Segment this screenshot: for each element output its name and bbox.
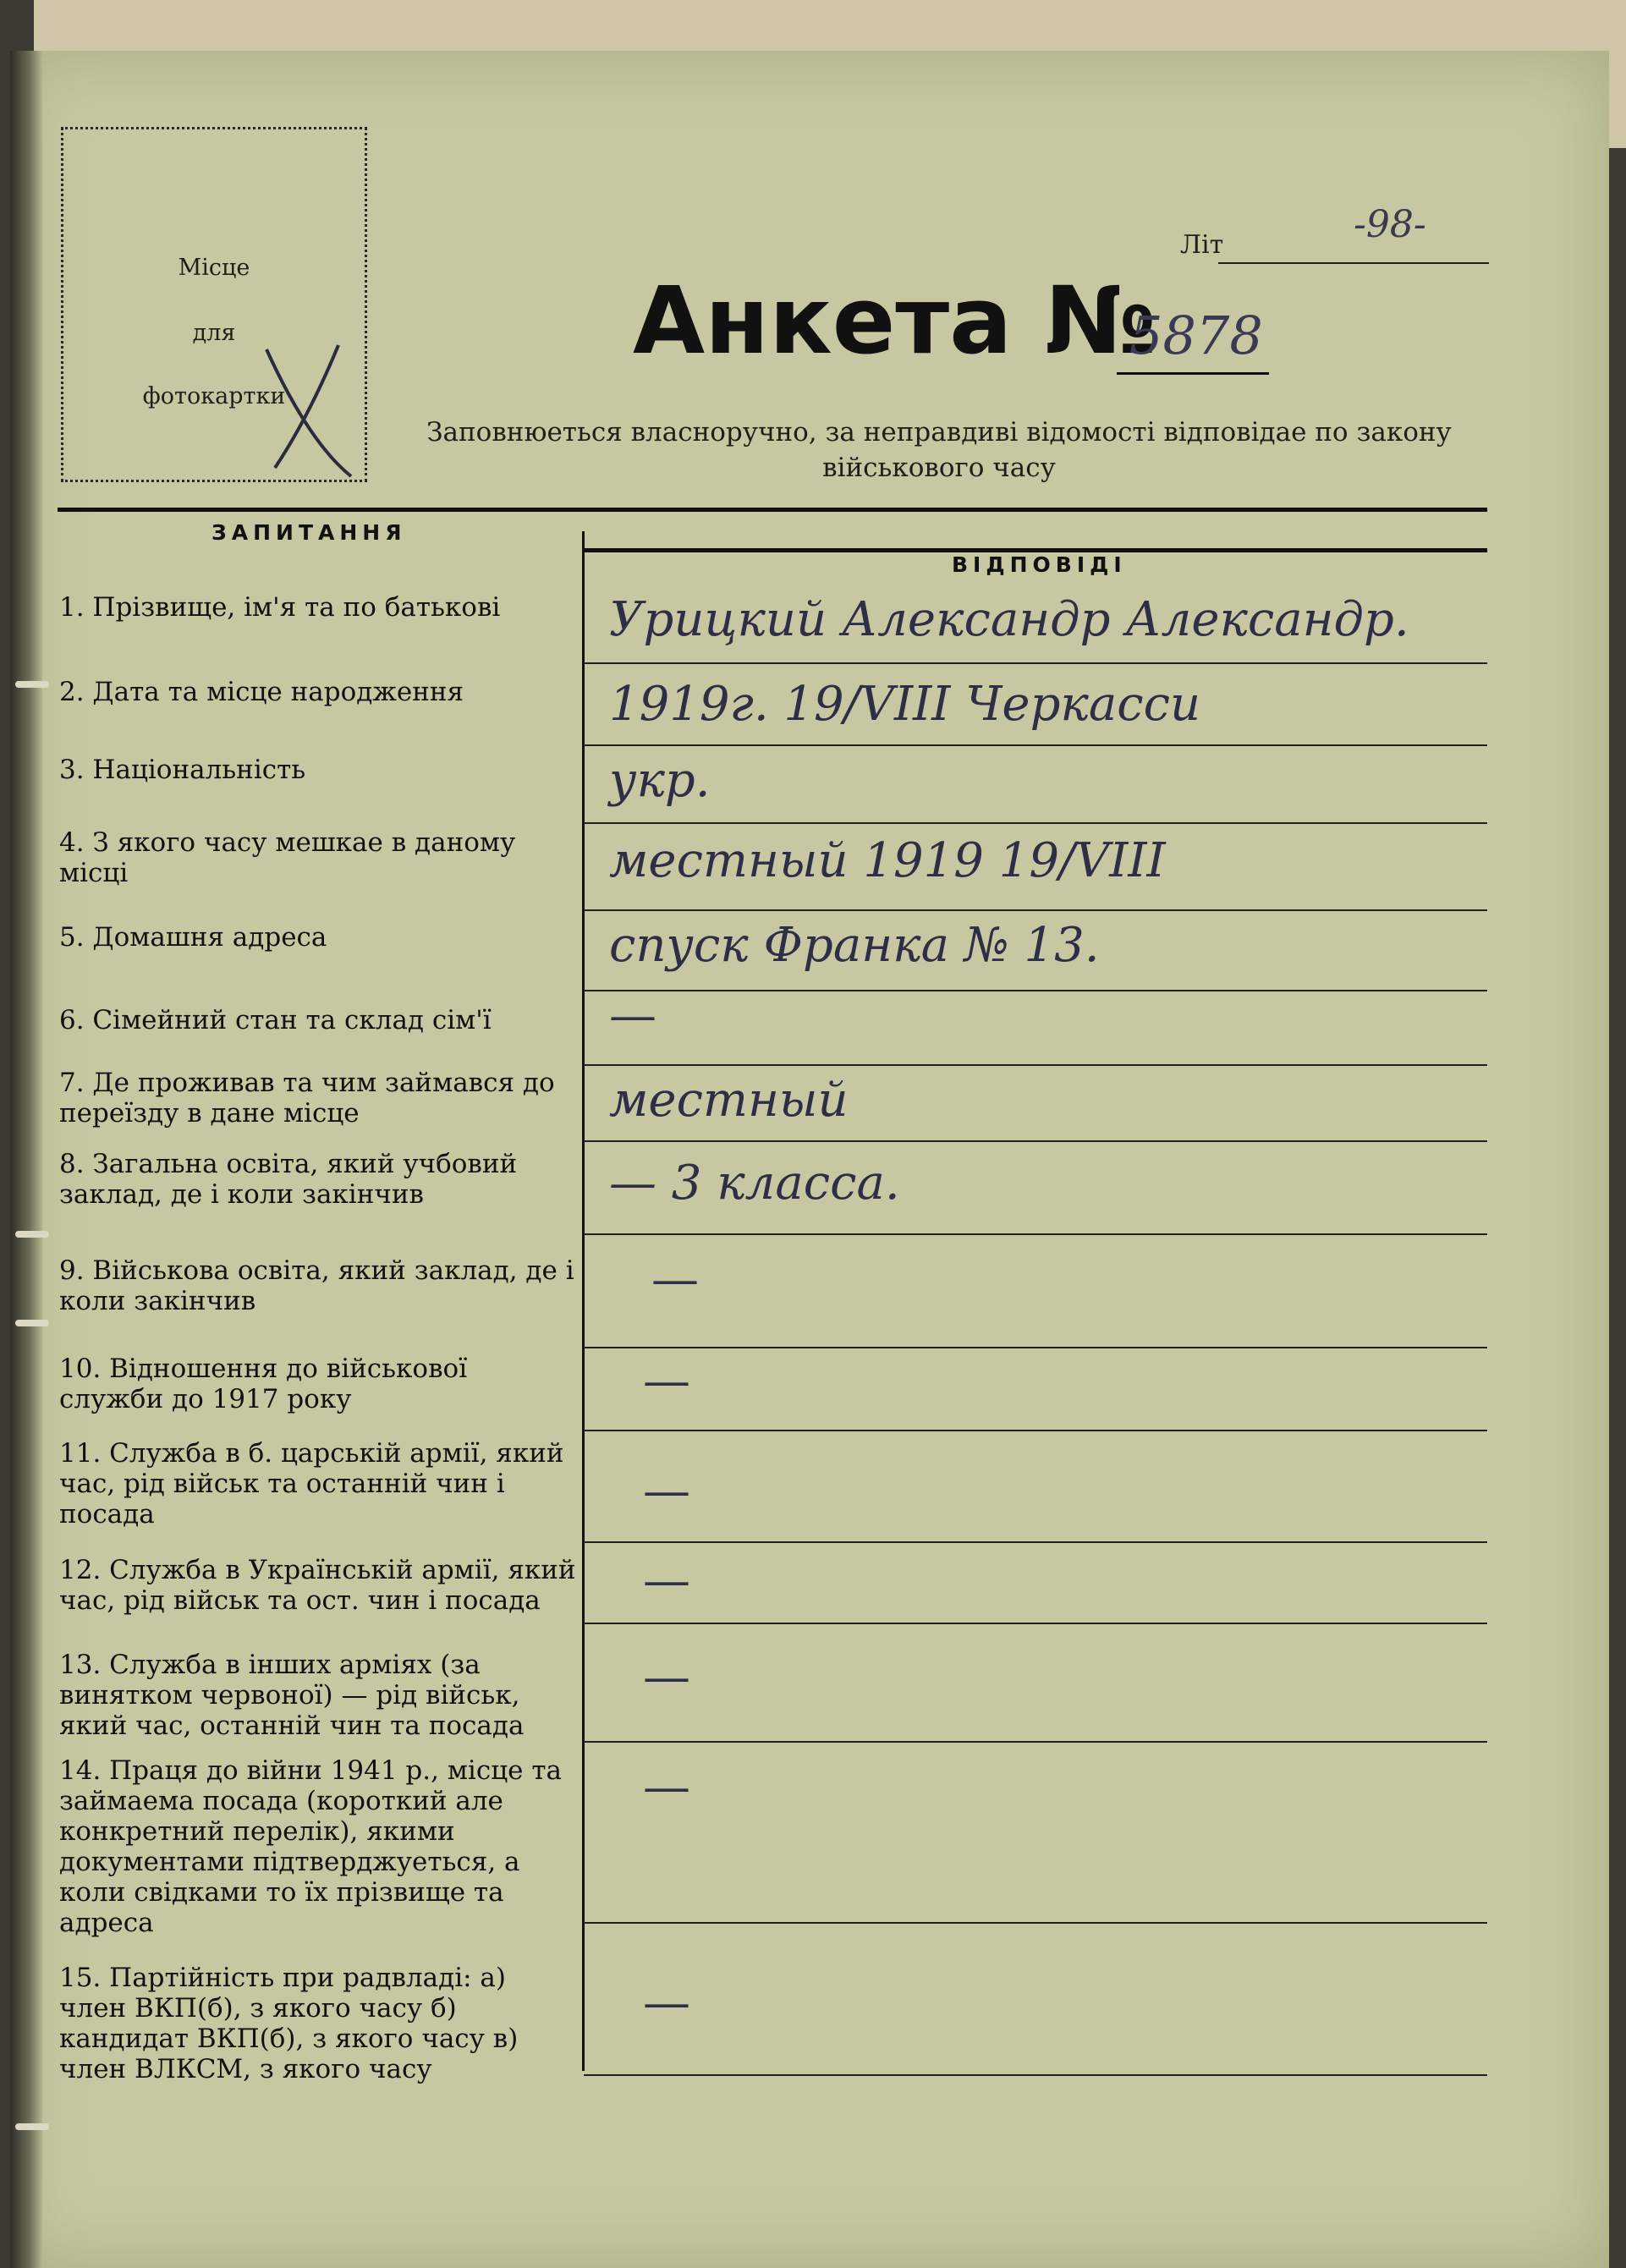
question-15: 15. Партійність при радвладі: а) член ВКП(б), з якого часу б) кандидат ВКП(б), з якого часу в) член ВЛКСМ, з якого часу <box>59 1963 519 2084</box>
row-separator <box>584 1233 1487 1235</box>
photo-label-line3: фотокартки <box>142 383 286 409</box>
answer-11: — <box>643 1463 690 1518</box>
question-3: 3. Національність <box>59 755 306 785</box>
question-7: 7. Де проживав та чим займався до переїзду в дане місце <box>59 1068 555 1129</box>
answer-13: — <box>643 1650 690 1705</box>
question-12: 12. Служба в Українській армії, який час, рід військ та ост. чин і посада <box>59 1555 576 1616</box>
questions-column-header: ЗАПИТАННЯ <box>211 520 407 545</box>
header-rule-top <box>58 508 1487 512</box>
question-8: 8. Загальна освіта, який учбовий заклад, де і коли закінчив <box>59 1149 518 1210</box>
form-number-line <box>1117 372 1269 375</box>
answer-3: укр. <box>609 753 711 808</box>
form-title: Анкета № <box>633 266 1157 375</box>
answer-8: — 3 класса. <box>609 1156 900 1211</box>
row-separator <box>584 662 1487 664</box>
row-separator <box>584 2074 1487 2076</box>
answer-9: — <box>651 1252 699 1307</box>
subtitle-line1: Заповнюеться власноручно, за неправдиві відомості відповідае по закону <box>426 417 1452 448</box>
row-separator <box>584 1922 1487 1924</box>
question-10: 10. Відношення до військової служби до 1917 року <box>59 1354 468 1414</box>
question-9: 9. Військова освіта, який заклад, де і коли закінчив <box>59 1255 574 1316</box>
answer-7: местный <box>609 1073 849 1128</box>
form-number: 5878 <box>1129 305 1263 366</box>
answer-4: местный 1919 19/VIII <box>609 833 1166 888</box>
answers-column-header: ВІДПОВІДІ <box>952 552 1127 577</box>
answer-5: спуск Франка № 13. <box>609 918 1100 973</box>
answer-1: Урицкий Александр Александр. <box>609 592 1409 647</box>
lit-label: Літ <box>1180 230 1224 260</box>
lit-value: -98- <box>1354 203 1426 246</box>
question-6: 6. Сімейний стан та склад сім'ї <box>59 1005 492 1035</box>
answer-10: — <box>643 1354 690 1409</box>
cross-mark-icon <box>258 341 360 485</box>
answer-2: 1919г. 19/VIII Черкасси <box>609 677 1201 732</box>
row-separator <box>584 1623 1487 1624</box>
binding-stitch <box>15 1320 49 1326</box>
question-4: 4. З якого часу мешкае в даному місці <box>59 827 516 888</box>
row-separator <box>584 1347 1487 1348</box>
photo-placeholder <box>61 127 367 482</box>
question-1: 1. Прізвище, ім'я та по батькові <box>59 592 501 623</box>
binding-stitch <box>15 2123 49 2130</box>
photo-label-line2: для <box>192 320 236 346</box>
page-binding <box>10 51 42 2268</box>
answer-15: — <box>643 1975 690 2030</box>
answer-12: — <box>643 1553 690 1608</box>
row-separator <box>584 822 1487 824</box>
row-separator <box>584 1741 1487 1743</box>
row-separator <box>584 1064 1487 1066</box>
question-2: 2. Дата та місце народження <box>59 677 464 707</box>
binding-stitch <box>15 1231 49 1238</box>
form-subtitle <box>398 415 1480 486</box>
column-divider <box>582 531 585 2071</box>
row-separator <box>584 1140 1487 1142</box>
binding-stitch <box>15 681 49 688</box>
row-separator <box>584 1430 1487 1431</box>
row-separator <box>584 744 1487 746</box>
question-11: 11. Служба в б. царській армії, який час, рід військ та останній чин і посада <box>59 1438 564 1529</box>
answer-6: — <box>609 988 656 1043</box>
subtitle-line2: військового часу <box>822 453 1056 483</box>
row-separator <box>584 1541 1487 1543</box>
question-5: 5. Домашня адреса <box>59 922 327 953</box>
lit-line <box>1218 262 1489 264</box>
question-14: 14. Праця до війни 1941 р., місце та займаема посада (короткий але конкретний перелік), якими документами підтверджуеться, а коли свідками то їх прізвище та адреса <box>59 1755 562 1938</box>
photo-label-line1: Місце <box>178 255 250 281</box>
row-separator <box>584 909 1487 911</box>
question-13: 13. Служба в інших арміях (за винятком червоної) — рід військ, який час, останній чин та посада <box>59 1650 525 1741</box>
answer-14: — <box>643 1760 690 1815</box>
